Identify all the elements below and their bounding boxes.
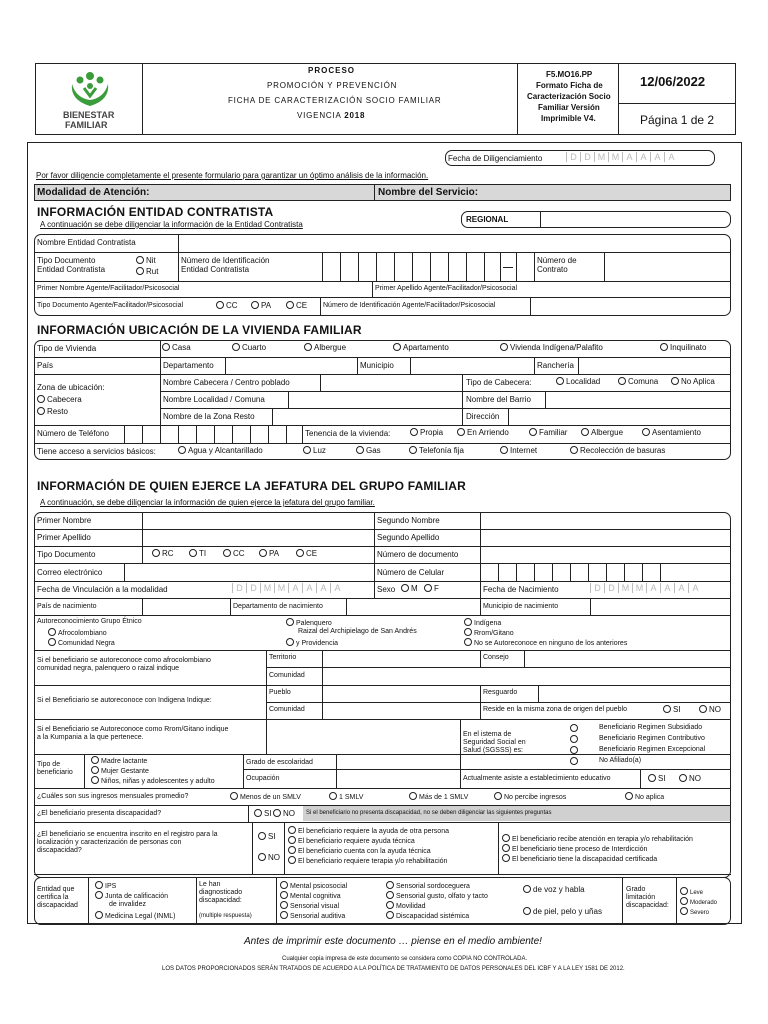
cuenta-ayuda-tecnica[interactable]: El beneficiario cuenta con la ayuda técnica bbox=[288, 846, 431, 856]
tenencia-arriendo-radio[interactable]: En Arriendo bbox=[457, 428, 509, 437]
ninguno-radio[interactable]: No se Autoreconoce en ninguno de los anteriores bbox=[464, 638, 627, 648]
comunidad-afro-label: Comunidad bbox=[269, 672, 305, 679]
segundo-apellido-label: Segundo Apellido bbox=[377, 533, 440, 542]
servicio-label: Nombre del Servicio: bbox=[378, 187, 479, 198]
logo-text-2: FAMILIAR bbox=[65, 120, 108, 130]
ingreso-1smlv-radio[interactable]: 1 SMLV bbox=[329, 792, 363, 802]
logo-text-1: BIENESTAR bbox=[63, 110, 115, 120]
doc-pa-radio[interactable]: PA bbox=[259, 549, 279, 558]
vivienda-inquilinato-radio[interactable]: Inquilinato bbox=[660, 343, 706, 352]
sexo-label: Sexo bbox=[377, 585, 396, 594]
tipo-vivienda-label: Tipo de Vivienda bbox=[37, 344, 97, 353]
modalidad-label: Modalidad de Atención: bbox=[37, 187, 150, 198]
fecha-diligenciamiento-field[interactable] bbox=[445, 150, 715, 166]
ce-agente-radio[interactable]: CE bbox=[286, 301, 307, 310]
asiste-label: Actualmente asiste a establecimiento educativo bbox=[463, 775, 611, 782]
servicio-internet-radio[interactable]: Internet bbox=[500, 446, 537, 455]
format-line-3: Familiar Versión bbox=[538, 103, 600, 112]
regional-label: REGIONAL bbox=[466, 215, 509, 224]
servicios-label: Tiene acceso a servicios básicos: bbox=[37, 447, 156, 456]
no-aplica-radio[interactable]: No Aplica bbox=[671, 377, 715, 386]
nombre-barrio-label: Nombre del Barrio bbox=[466, 395, 531, 404]
tipo-documento-label: Tipo Documento bbox=[37, 550, 96, 559]
ocupacion-label: Ocupación bbox=[246, 775, 280, 782]
doc-ce-radio[interactable]: CE bbox=[296, 549, 317, 558]
jefatura-subtitle: A continuación, se debe diligenciar la información de quien ejerce la jefatura del grupo familiar. bbox=[40, 498, 375, 507]
nombre-entidad-label: Nombre Entidad Contratista bbox=[37, 238, 136, 247]
registro-no-radio[interactable]: NO bbox=[258, 853, 280, 862]
regional-field[interactable] bbox=[461, 211, 731, 228]
footer-copy: Cualquier copia impresa de este documento se considera como COPIA NO CONTROLADA. bbox=[282, 956, 528, 962]
indigena-question: Si el Beneficiario se autoreconoce con Indigena Indique: bbox=[37, 697, 212, 704]
intro-instruction: Por favor diligencie completamente el presente formulario para garantizar un óptimo análisis de la información. bbox=[36, 171, 429, 180]
mental-cognitiva[interactable]: Mental cognitiva bbox=[280, 891, 341, 901]
tenencia-albergue-radio[interactable]: Albergue bbox=[581, 428, 623, 437]
ingreso-mas-radio[interactable]: Más de 1 SMLV bbox=[409, 792, 468, 802]
rrom-question: Si el Beneficiario se Autoreconoce como Rrom/Gitano indique a la Kumpania a la que pertenece. bbox=[37, 726, 229, 742]
piel-pelo[interactable]: de piel, pelo y uñas bbox=[523, 907, 602, 916]
depto-nacimiento-label: Departamento de nacimiento bbox=[233, 603, 323, 610]
asiste-si-radio[interactable]: SI bbox=[648, 774, 666, 783]
tipo-doc-entidad-label: Tipo Documento Entidad Contratista bbox=[37, 256, 106, 275]
sensorial-auditiva[interactable]: Sensorial auditiva bbox=[280, 911, 345, 921]
regimen-contributivo-radio[interactable] bbox=[570, 735, 580, 745]
resguardo-label: Resguardo bbox=[483, 689, 518, 696]
discapacidad-question: ¿El beneficiario presenta discapacidad? bbox=[37, 810, 162, 817]
servicio-agua-radio[interactable]: Agua y Alcantarillado bbox=[178, 446, 263, 455]
regimen-excepcional-radio[interactable] bbox=[570, 746, 580, 756]
doc-rc-radio[interactable]: RC bbox=[152, 549, 174, 558]
madre-lactante-radio[interactable]: Madre lactante bbox=[91, 756, 147, 766]
servicio-luz-radio[interactable]: Luz bbox=[303, 446, 326, 455]
reside-no-radio[interactable]: NO bbox=[699, 705, 721, 714]
doc-cc-radio[interactable]: CC bbox=[223, 549, 245, 558]
sensorial-visual[interactable]: Sensorial visual bbox=[280, 901, 339, 911]
resto-radio[interactable]: Resto bbox=[37, 407, 68, 416]
celular-label: Número de Celular bbox=[377, 568, 445, 577]
raizal-radio[interactable]: y Providencia bbox=[286, 638, 338, 648]
comuna-radio[interactable]: Comuna bbox=[618, 377, 658, 386]
tipo-cabecera-label: Tipo de Cabecera: bbox=[466, 378, 532, 387]
vigencia-label: VIGENCIA bbox=[297, 111, 342, 120]
fecha-nacimiento-placeholder[interactable]: D D M M A A A A bbox=[590, 583, 702, 593]
rut-radio[interactable]: Rut bbox=[136, 267, 158, 276]
requiere-terapia[interactable]: El beneficiario requiere terapia y/o rehabilitación bbox=[288, 856, 447, 866]
pa-agente-radio[interactable]: PA bbox=[251, 301, 271, 310]
format-line-2: Caracterización Socio bbox=[527, 92, 611, 101]
requiere-ayuda-persona[interactable]: El beneficiario requiere la ayuda de otra persona bbox=[288, 826, 449, 836]
departamento-label: Departamento bbox=[163, 361, 214, 370]
nombre-cabecera-label: Nombre Cabecera / Centro poblado bbox=[163, 378, 290, 387]
diagnosticado-label: Le han diagnosticado discapacidad: bbox=[199, 881, 243, 905]
footer-datos: LOS DATOS PROPORCIONADOS SERÁN TRATADOS DE ACUERDO A LA POLÍTICA DE TRATAMIENTO DE DATOS PERSONALES DEL ICBF Y A LA LEY 1581 DE 2012. bbox=[162, 966, 625, 972]
disc-note: Si el beneficiario no presenta discapacidad, no se deben diligenciar las siguientes preguntas bbox=[306, 810, 552, 816]
comunidad-negra-radio[interactable]: Comunidad Negra bbox=[48, 638, 115, 648]
family-icon bbox=[60, 70, 120, 110]
entidad-certifica-label: Entidad que certifica la discapacidad bbox=[37, 886, 78, 910]
process-name: PROMOCIÓN Y PREVENCIÓN bbox=[267, 81, 398, 90]
sgsss-label: En el istema de Seguridad Social en Salud (SGSSS) es: bbox=[463, 731, 526, 755]
movilidad[interactable]: Movilidad bbox=[386, 901, 426, 911]
reside-si-radio[interactable]: SI bbox=[663, 705, 681, 714]
nombre-zona-resto-label: Nombre de la Zona Resto bbox=[163, 412, 255, 421]
interdiccion[interactable]: El beneficiario tiene proceso de Interdicción bbox=[502, 844, 647, 854]
multiple-respuesta: (multiple respuesta) bbox=[199, 913, 252, 919]
sordoceguera[interactable]: Sensorial sordoceguera bbox=[386, 881, 470, 891]
vigencia-year: 2018 bbox=[344, 111, 366, 120]
ingreso-menos-radio[interactable]: Menos de un SMLV bbox=[230, 792, 301, 802]
disc-certificada[interactable]: El beneficiario tiene la discapacidad certificada bbox=[502, 854, 657, 864]
vivienda-apartamento-radio[interactable]: Apartamento bbox=[393, 343, 449, 352]
vivienda-title: INFORMACIÓN UBICACIÓN DE LA VIVIENDA FAMILIAR bbox=[37, 323, 362, 337]
entidad-title: INFORMACIÓN ENTIDAD CONTRATISTA bbox=[37, 205, 274, 219]
pueblo-label: Pueblo bbox=[269, 689, 291, 696]
telefono-label: Número de Teléfono bbox=[37, 429, 109, 438]
grado-leve[interactable]: Leve bbox=[680, 887, 703, 897]
bienestar-logo bbox=[60, 70, 120, 132]
fecha-diligenciamiento-label: Fecha de Diligenciamiento bbox=[448, 154, 543, 163]
jefatura-title: INFORMACIÓN DE QUIEN EJERCE LA JEFATURA DEL GRUPO FAMILIAR bbox=[37, 479, 466, 493]
vivienda-cuarto-radio[interactable]: Cuarto bbox=[232, 343, 266, 352]
disc-no-radio[interactable]: NO bbox=[273, 809, 295, 818]
nit-radio[interactable]: Nit bbox=[136, 256, 156, 265]
no-afiliado-label: No Afiliado(a) bbox=[599, 757, 642, 764]
vivienda-albergue-radio[interactable]: Albergue bbox=[304, 343, 346, 352]
zona-ubicacion-label: Zona de ubicación: bbox=[37, 383, 105, 392]
form-title: FICHA DE CARACTERIZACIÓN SOCIO FAMILIAR bbox=[228, 96, 442, 105]
tipo-beneficiario-label: Tipo de beneficiario bbox=[37, 761, 73, 777]
regimen-subsidiado-radio[interactable] bbox=[570, 724, 580, 734]
fecha-vinculacion-placeholder[interactable]: D D M M A A A A bbox=[232, 583, 344, 593]
reside-label: Reside en la misma zona de origen del pueblo bbox=[483, 706, 627, 713]
ninos-radio[interactable]: Niños, niñas y adolescentes y adulto bbox=[91, 776, 215, 786]
primer-apellido-agente-label: Primer Apellido Agente/Facilitador/Psicosocial bbox=[375, 285, 518, 292]
form-code: F5.MO16.PP bbox=[546, 70, 593, 79]
tipo-doc-agente-label: Tipo Documento Agente/Facilitador/Psicosocial bbox=[37, 302, 184, 309]
municipio-label: Municipio bbox=[360, 361, 394, 370]
mujer-gestante-radio[interactable]: Mujer Gestante bbox=[91, 766, 149, 776]
territorio-label: Territorio bbox=[269, 654, 297, 661]
vivienda-table bbox=[34, 340, 731, 460]
registro-question: ¿El beneficiario se encuentra inscrito en el registro para la localización y caracterización de personas con discapacidad? bbox=[37, 831, 218, 855]
doc-ti-radio[interactable]: TI bbox=[189, 549, 206, 558]
vivienda-indigena-radio[interactable]: Vivienda Indígena/Palafito bbox=[500, 343, 603, 352]
num-contrato-label: Número de Contrato bbox=[537, 256, 577, 275]
localidad-radio[interactable]: Localidad bbox=[556, 377, 600, 386]
entidad-subtitle: A continuación se debe diligenciar la información de la Entidad Contratista bbox=[40, 220, 303, 229]
junta-label-2: de invalidez bbox=[109, 901, 146, 908]
indigena-radio[interactable]: Indígena bbox=[464, 618, 501, 628]
tenencia-propia-radio[interactable]: Propia bbox=[410, 428, 443, 437]
pais-nacimiento-label: País de nacimiento bbox=[37, 603, 97, 610]
requiere-ayuda-tecnica[interactable]: El beneficiario requiere ayuda técnica bbox=[288, 836, 415, 846]
header-date: 12/06/2022 bbox=[640, 74, 706, 89]
consejo-label: Consejo bbox=[483, 654, 509, 661]
mun-nacimiento-label: Municipio de nacimiento bbox=[483, 603, 559, 610]
grado-limitacion-label: Grado limitación discapacidad: bbox=[626, 886, 669, 910]
pais-label: País bbox=[37, 361, 54, 370]
junta-radio[interactable]: Junta de calificación bbox=[95, 891, 168, 901]
escolaridad-label: Grado de escolaridad bbox=[246, 759, 313, 766]
tenencia-familiar-radio[interactable]: Familiar bbox=[529, 428, 567, 437]
primer-apellido-label: Primer Apellido bbox=[37, 533, 91, 542]
rancheria-label: Ranchería bbox=[537, 361, 574, 370]
date-placeholder: D D M M A A A A bbox=[566, 152, 678, 162]
recibe-terapia[interactable]: El beneficiario recibe atención en terapia y/o rehabilitación bbox=[502, 834, 693, 844]
disc-si-radio[interactable]: SI bbox=[254, 809, 272, 818]
fecha-vinculacion-label: Fecha de Vinculación a la modalidad bbox=[37, 585, 168, 594]
primer-nombre-label: Primer Nombre bbox=[37, 516, 92, 525]
regimen-contributivo-label: Beneficiario Regimen Contributivo bbox=[599, 735, 705, 742]
vigencia bbox=[297, 111, 365, 120]
format-line-1: Formato Ficha de bbox=[536, 81, 603, 90]
sexo-f-radio[interactable]: F bbox=[424, 584, 439, 593]
correo-label: Correo electrónico bbox=[37, 568, 103, 577]
page-number: Página 1 de 2 bbox=[640, 113, 715, 127]
grado-moderado[interactable]: Moderado bbox=[680, 897, 717, 907]
asiste-no-radio[interactable]: NO bbox=[679, 774, 701, 783]
raizal-label[interactable]: Raizal del Archipielago de San Andrés bbox=[298, 628, 417, 635]
nombre-localidad-label: Nombre Localidad / Comuna bbox=[163, 395, 265, 404]
regimen-subsidiado-label: Beneficiario Regimen Subsidiado bbox=[599, 724, 703, 731]
afro-question: Si el beneficiario se autoreconoce como afrocolombiano comunidad negra, palenquero o raizal indique bbox=[37, 657, 211, 673]
grado-severo[interactable]: Severo bbox=[680, 907, 709, 917]
cabecera-radio[interactable]: Cabecera bbox=[37, 395, 82, 404]
voz-habla[interactable]: de voz y habla bbox=[523, 885, 585, 894]
ingresos-question: ¿Cuáles son sus ingresos mensuales promedio? bbox=[37, 793, 189, 800]
rrom-radio[interactable]: Rrom/Gitano bbox=[464, 628, 514, 638]
ingreso-no-percibe-radio[interactable]: No percibe ingresos bbox=[494, 792, 566, 802]
gusto-olfato[interactable]: Sensorial gusto, olfato y tacto bbox=[386, 891, 488, 901]
footer-slogan: Antes de imprimir este documento … piense en el medio ambiente! bbox=[244, 936, 542, 947]
ips-radio[interactable]: IPS bbox=[95, 881, 116, 891]
numero-documento-label: Número de documento bbox=[377, 550, 459, 559]
medicina-legal-radio[interactable]: Medicina Legal (INML) bbox=[95, 911, 175, 921]
tenencia-asentamiento-radio[interactable]: Asentamiento bbox=[642, 428, 701, 437]
servicio-basuras-radio[interactable]: Recolección de basuras bbox=[570, 446, 665, 455]
mental-psicosocial[interactable]: Mental psicosocial bbox=[280, 881, 347, 891]
num-id-agente-label: Número de Identificación Agente/Facilitador/Psicosocial bbox=[323, 302, 496, 309]
ingreso-no-aplica-radio[interactable]: No aplica bbox=[625, 792, 664, 802]
direccion-label: Dirección bbox=[466, 412, 500, 421]
servicio-telefonia-radio[interactable]: Telefonía fija bbox=[409, 446, 464, 455]
tenencia-label: Tenencia de la vivienda: bbox=[305, 429, 391, 438]
sexo-m-radio[interactable]: M bbox=[401, 584, 418, 593]
segundo-nombre-label: Segundo Nombre bbox=[377, 516, 440, 525]
num-id-entidad-label: Número de Identificación Entidad Contratista bbox=[181, 256, 270, 275]
etnico-label: Autoreconocimiento Grupo Étnico bbox=[37, 618, 142, 625]
no-afiliado-radio[interactable] bbox=[570, 757, 580, 767]
regimen-excepcional-label: Beneficiario Regimen Excepcional bbox=[599, 746, 706, 753]
format-line-4: Imprimible V4. bbox=[541, 114, 596, 123]
sistemica[interactable]: Discapacidad sistémica bbox=[386, 911, 469, 921]
registro-si-radio[interactable]: SI bbox=[258, 832, 276, 841]
cc-agente-radio[interactable]: CC bbox=[216, 301, 238, 310]
primer-nombre-agente-label: Primer Nombre Agente/Facilitador/Psicosocial bbox=[37, 285, 180, 292]
afro-radio[interactable]: Afrocolombiano bbox=[48, 628, 107, 638]
jefatura-table bbox=[34, 512, 731, 878]
proceso-label: PROCESO bbox=[308, 66, 356, 75]
servicio-gas-radio[interactable]: Gas bbox=[356, 446, 381, 455]
palenquero-radio[interactable]: Palenquero bbox=[286, 618, 332, 628]
fecha-nacimiento-label: Fecha de Nacimiento bbox=[483, 585, 559, 594]
comunidad-indigena-label: Comunidad bbox=[269, 706, 305, 713]
vivienda-casa-radio[interactable]: Casa bbox=[162, 343, 191, 352]
